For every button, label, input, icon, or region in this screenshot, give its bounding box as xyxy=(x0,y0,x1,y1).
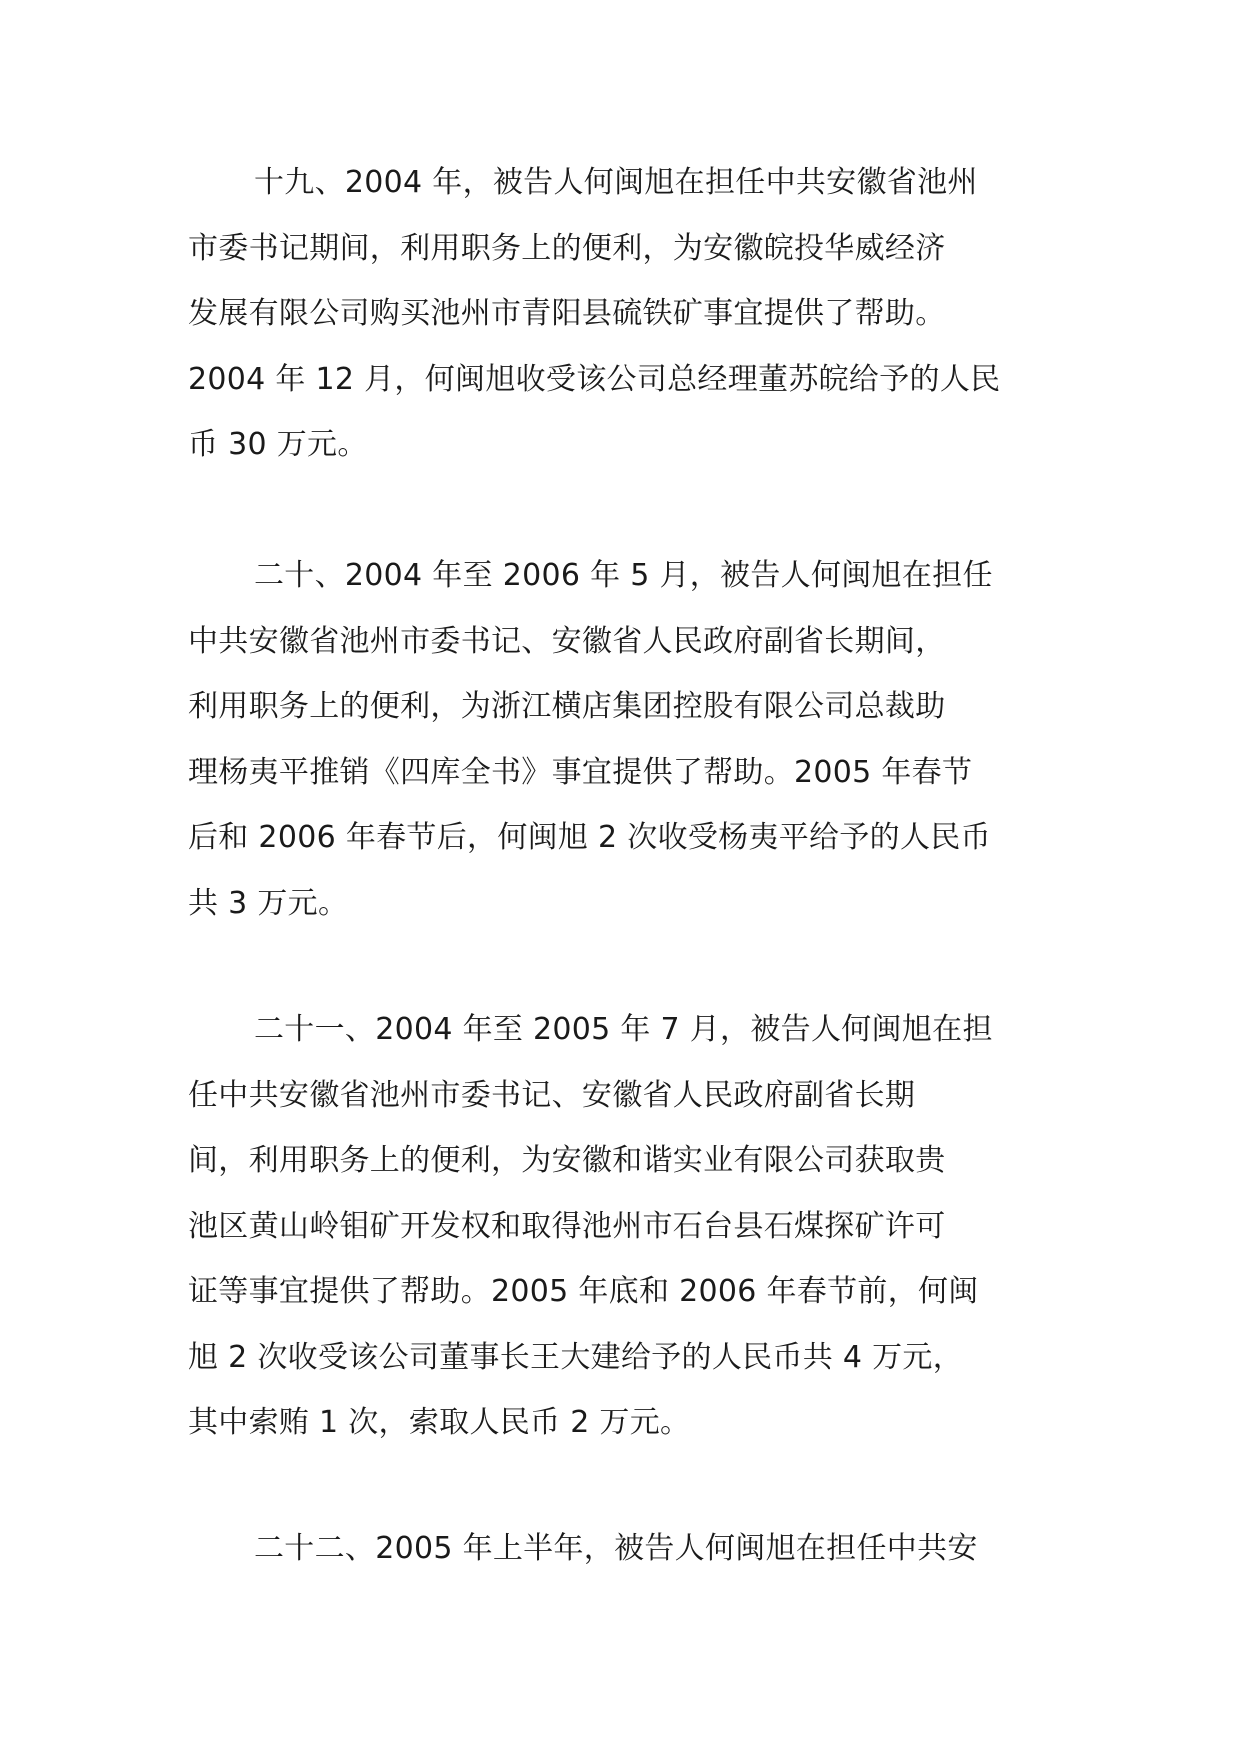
text-line: 旭 2 次收受该公司董事长王大建给予的人民币共 4 万元， xyxy=(188,1339,964,1375)
text-line: 任中共安徽省池州市委书记、安徽省人民政府副省长期 xyxy=(188,1077,916,1113)
text-line: 证等事宜提供了帮助。2005 年底和 2006 年春节前，何闽 xyxy=(188,1274,979,1309)
paragraph-21 xyxy=(188,997,1068,1456)
text-line: 币 30 万元。 xyxy=(188,427,368,462)
text-line: 2004 年 12 月，何闽旭收受该公司总经理董苏皖给予的人民 xyxy=(188,361,1001,397)
text-line: 其中索贿 1 次，索取人民币 2 万元。 xyxy=(188,1405,691,1440)
paragraph-19 xyxy=(188,150,1068,478)
text-line: 中共安徽省池州市委书记、安徽省人民政府副省长期间， xyxy=(188,623,946,659)
text-line: 发展有限公司购买池州市青阳县硫铁矿事宜提供了帮助。 xyxy=(188,296,946,331)
paragraph-20 xyxy=(188,543,1068,936)
text-line: 理杨夷平推销《四库全书》事宜提供了帮助。2005 年春节 xyxy=(188,754,973,790)
text-line: 池区黄山岭钼矿开发权和取得池州市石台县石煤探矿许可 xyxy=(188,1208,946,1244)
text-line: 后和 2006 年春节后，何闽旭 2 次收受杨夷平给予的人民币 xyxy=(188,820,991,855)
text-line: 十九、2004 年，被告人何闽旭在担任中共安徽省池州 xyxy=(254,165,978,200)
text-line: 利用职务上的便利，为浙江横店集团控股有限公司总裁助 xyxy=(188,689,946,724)
text-line: 二十、2004 年至 2006 年 5 月，被告人何闽旭在担任 xyxy=(254,558,993,593)
text-line: 间，利用职务上的便利，为安徽和谐实业有限公司获取贵 xyxy=(188,1143,946,1178)
text-line: 共 3 万元。 xyxy=(188,885,349,921)
text-line: 市委书记期间，利用职务上的便利，为安徽皖投华威经济 xyxy=(188,230,946,266)
text-line: 二十一、2004 年至 2005 年 7 月，被告人何闽旭在担 xyxy=(254,1012,993,1047)
paragraph-22 xyxy=(188,1516,1068,1582)
text-line: 二十二、2005 年上半年，被告人何闽旭在担任中共安 xyxy=(254,1531,978,1566)
